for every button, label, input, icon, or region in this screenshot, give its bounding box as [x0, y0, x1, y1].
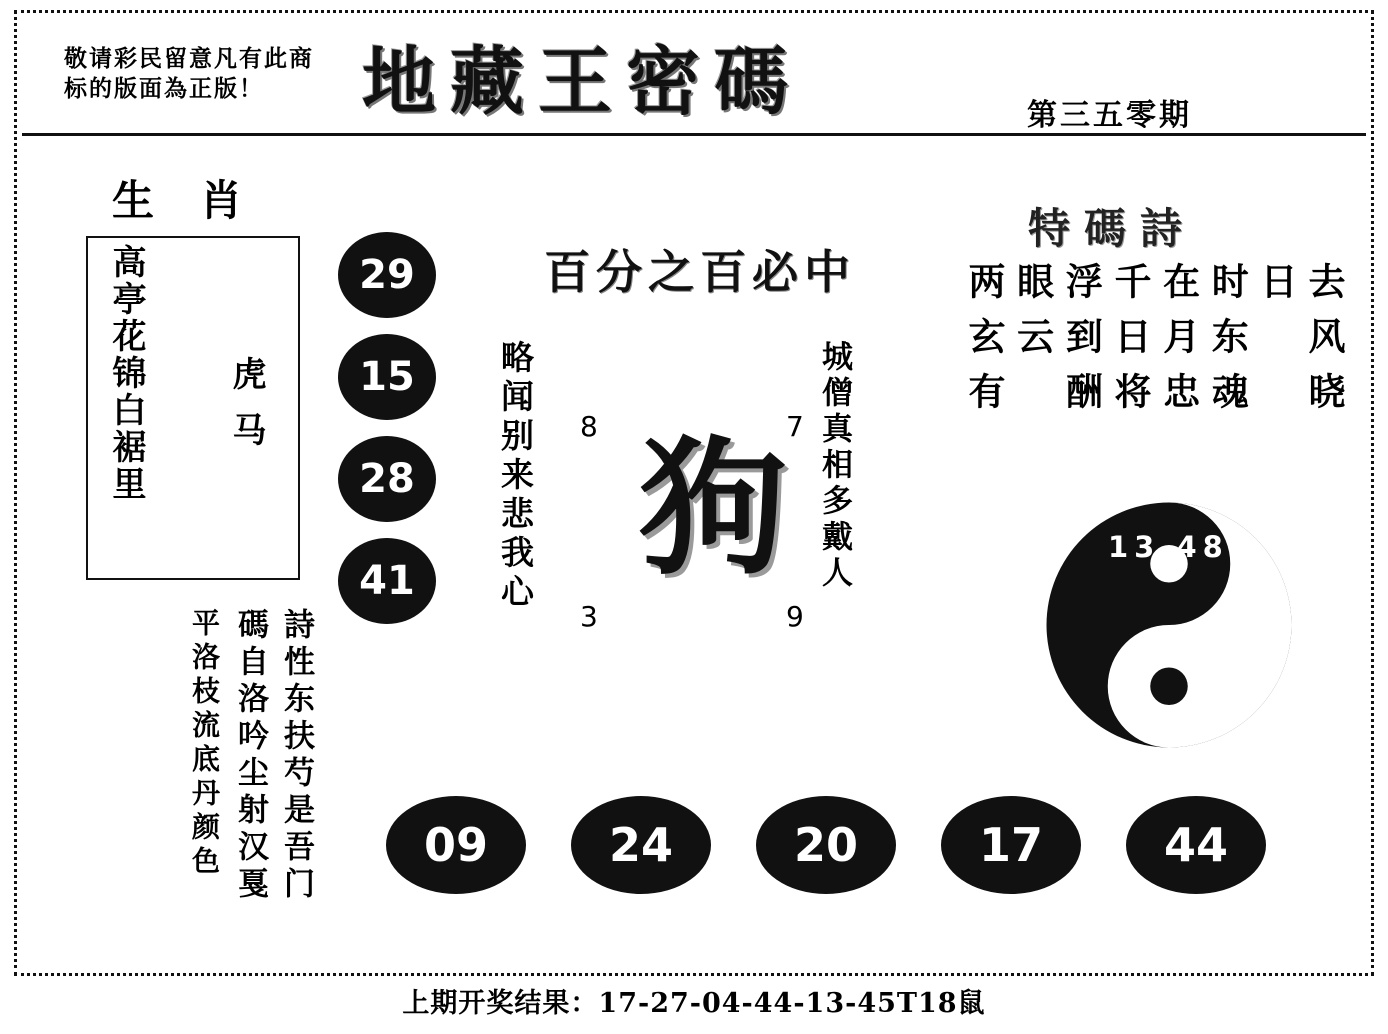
masthead-title: 地藏王密碼 — [362, 39, 802, 125]
poem-column: 去风晓日 — [1253, 262, 1346, 427]
bottom-number-ball: 09 — [386, 796, 526, 894]
left-verse-block — [78, 608, 318, 960]
bottom-number-ball: 17 — [941, 796, 1081, 894]
yinyang-numbers: 13 48 — [1108, 530, 1229, 564]
poem-column: 时东魂 — [1205, 262, 1250, 427]
vertical-number-ball: 41 — [338, 538, 436, 624]
corner-digit-bottom-right: 9 — [786, 600, 804, 633]
poem-column: 在月忠 — [1156, 262, 1201, 427]
poem-column: 千日将 — [1107, 262, 1152, 427]
previous-draw-result: 上期开奖结果：17-27-04-44-13-45T18鼠 — [402, 988, 986, 1019]
special-code-poem-title: 特碼詩 — [1028, 204, 1197, 253]
bottom-number-ball: 44 — [1126, 796, 1266, 894]
center-banner-text: 百分之百必中 — [544, 245, 856, 299]
corner-digit-top-right: 7 — [786, 410, 804, 443]
vertical-number-list — [338, 232, 446, 640]
zodiac-poem-text: 高亭花锦白裾里 — [106, 244, 146, 503]
zodiac-section-title: 生肖 — [112, 176, 289, 225]
zodiac-animal-list: 虎马 — [226, 356, 266, 468]
bottom-number-ball: 24 — [571, 796, 711, 894]
bottom-number-row — [386, 796, 1266, 894]
copyright-notice: 敬请彩民留意凡有此商标的版面為正版！ — [64, 45, 314, 102]
header-band — [22, 18, 1366, 136]
poem-column: 两玄有 — [962, 262, 1006, 427]
poem-column: 眼云 — [1010, 262, 1055, 372]
center-right-verse-block — [812, 340, 857, 640]
vertical-number-ball: 15 — [338, 334, 436, 420]
poem-column: 浮到酬 — [1059, 262, 1104, 427]
bottom-number-ball: 20 — [756, 796, 896, 894]
center-big-character: 狗 — [639, 421, 787, 595]
issue-number: 第三五零期 — [1027, 98, 1192, 133]
special-code-poem-grid — [960, 262, 1348, 462]
vertical-number-ball: 29 — [338, 232, 436, 318]
zodiac-box — [86, 236, 300, 580]
corner-digit-bottom-left: 3 — [580, 600, 598, 633]
center-left-verse: 略闻别来悲我心 — [496, 340, 535, 613]
corner-digit-top-left: 8 — [580, 410, 598, 443]
center-right-verse-line: 城僧真相多戴人 — [816, 340, 852, 592]
vertical-number-ball: 28 — [338, 436, 436, 522]
left-verse-line-1: 詩性东扶芍是吾门 — [278, 608, 314, 904]
left-verse-line-3: 平洛枝流底丹颜色 — [188, 608, 221, 880]
left-verse-line-2: 碼自洛吟尘射汉戛 — [232, 608, 268, 904]
